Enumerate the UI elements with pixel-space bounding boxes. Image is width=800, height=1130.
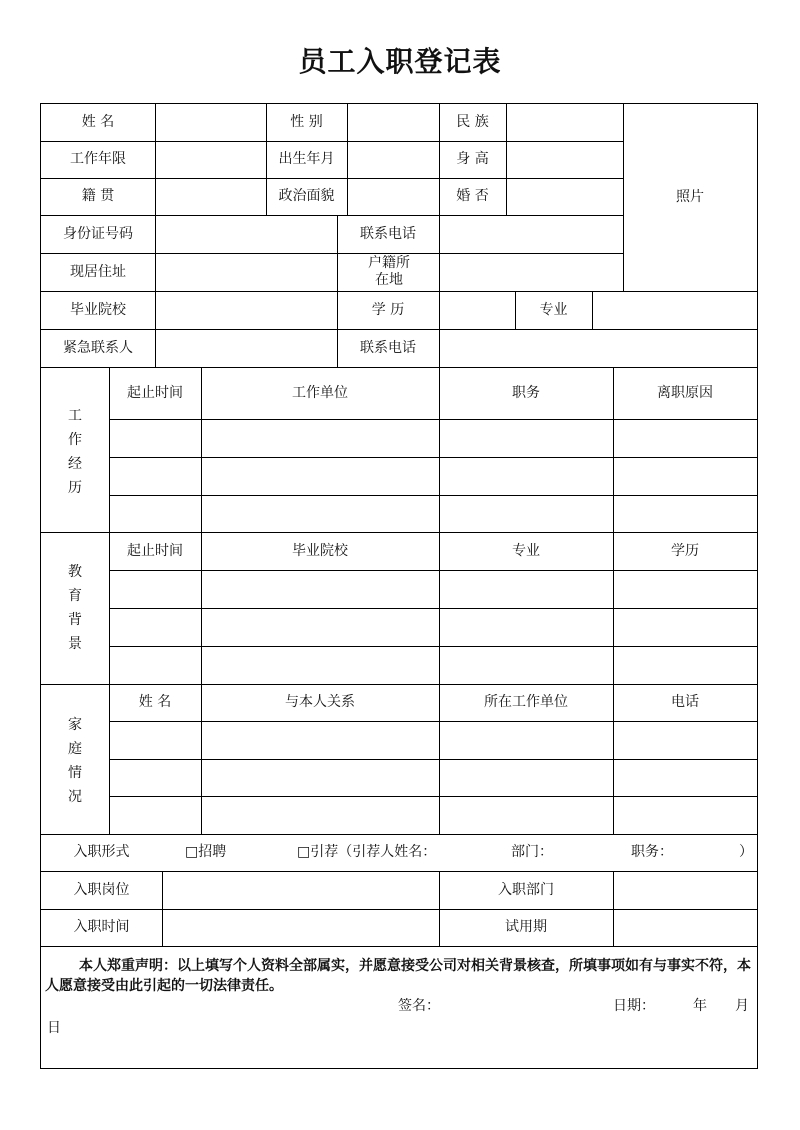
label-degree: 学 历 (371, 301, 405, 318)
header-work-position: 职务 (512, 384, 540, 401)
grid-line (155, 104, 156, 367)
label-emergency-phone: 联系电话 (360, 339, 416, 356)
grid-line (109, 721, 757, 722)
grid-line (347, 104, 348, 215)
label-major: 专业 (539, 301, 568, 318)
page-title: 员工入职登记表 (298, 45, 502, 78)
header-family-phone: 电话 (671, 694, 699, 710)
label-hukou: 户籍所在地 (368, 255, 410, 288)
photo-box: 照片 (676, 189, 704, 205)
label-day: 日 (47, 1020, 61, 1036)
grid-line (439, 367, 440, 834)
grid-line (201, 367, 202, 834)
registration-form (40, 103, 758, 1069)
label-entry-dept: 入职部门 (498, 881, 554, 898)
side-char: 家 (68, 717, 82, 733)
grid-line (109, 457, 757, 458)
grid-line (109, 570, 757, 571)
label-address: 现居住址 (70, 263, 126, 280)
grid-line (109, 495, 757, 496)
label-school: 毕业院校 (70, 301, 126, 318)
label-date: 日期： (613, 998, 655, 1014)
declaration-text: 本人郑重声明：以上填写个人资料全部属实，并愿意接受公司对相关背景核查，所填事项如有与事实不符，本人愿意接受由此引起的一切法律责任。 (45, 958, 751, 994)
option-referral[interactable]: □引荐（引荐人姓名： (297, 844, 437, 860)
label-entry-time: 入职时间 (73, 919, 130, 935)
grid-line (613, 871, 614, 946)
side-char: 况 (68, 789, 82, 805)
grid-line (109, 796, 757, 797)
header-edu-school: 毕业院校 (292, 542, 348, 559)
grid-line (613, 367, 614, 834)
header-family-name: 姓 名 (138, 694, 172, 710)
label-probation: 试用期 (505, 919, 547, 935)
grid-line (162, 871, 163, 946)
side-char: 庭 (68, 741, 82, 757)
option-hire[interactable]: □招聘 (185, 844, 227, 860)
grid-line (506, 104, 507, 215)
grid-line (109, 367, 110, 834)
label-gender: 性 别 (290, 114, 323, 130)
side-char: 背 (68, 612, 82, 628)
label-marital: 婚 否 (456, 188, 489, 204)
label-signature: 签名： (398, 998, 440, 1014)
label-referral-position: 职务： (631, 844, 673, 860)
side-char: 情 (68, 765, 82, 781)
header-work-leave-reason: 离职原因 (657, 384, 713, 401)
header-work-company: 工作单位 (292, 384, 348, 401)
side-char: 工 (68, 408, 82, 424)
header-edu-period: 起止时间 (127, 542, 183, 559)
label-phone: 联系电话 (360, 225, 416, 242)
grid-line (41, 946, 757, 947)
label-month: 月 (735, 998, 749, 1014)
header-family-company: 所在工作单位 (484, 694, 568, 710)
label-height: 身 高 (456, 151, 489, 167)
grid-line (592, 291, 593, 329)
label-referral-dept: 部门： (511, 844, 553, 860)
header-work-period: 起止时间 (127, 384, 183, 401)
label-entry-form: 入职形式 (73, 844, 130, 860)
header-edu-degree: 学历 (671, 542, 699, 559)
grid-line (109, 646, 757, 647)
side-char: 景 (68, 636, 82, 652)
side-char: 育 (68, 588, 82, 604)
side-char: 教 (68, 564, 82, 580)
grid-line (109, 419, 757, 420)
side-char: 经 (68, 456, 82, 472)
label-entry-post: 入职岗位 (73, 881, 130, 898)
label-emergency-contact: 紧急联系人 (63, 339, 133, 356)
grid-line (109, 759, 757, 760)
label-work-years: 工作年限 (70, 151, 126, 167)
label-political: 政治面貌 (278, 188, 335, 204)
label-birth: 出生年月 (278, 151, 335, 167)
label-ethnicity: 民 族 (456, 114, 489, 130)
side-char: 历 (68, 480, 82, 496)
side-char: 作 (68, 432, 82, 448)
grid-line (109, 608, 757, 609)
label-id-number: 身份证号码 (63, 225, 133, 242)
label-year: 年 (693, 998, 707, 1014)
header-edu-major: 专业 (512, 542, 540, 559)
label-native-place: 籍 贯 (81, 188, 115, 204)
close-paren: ） (739, 844, 753, 860)
label-name: 姓 名 (81, 114, 115, 130)
header-family-relation: 与本人关系 (285, 694, 355, 710)
